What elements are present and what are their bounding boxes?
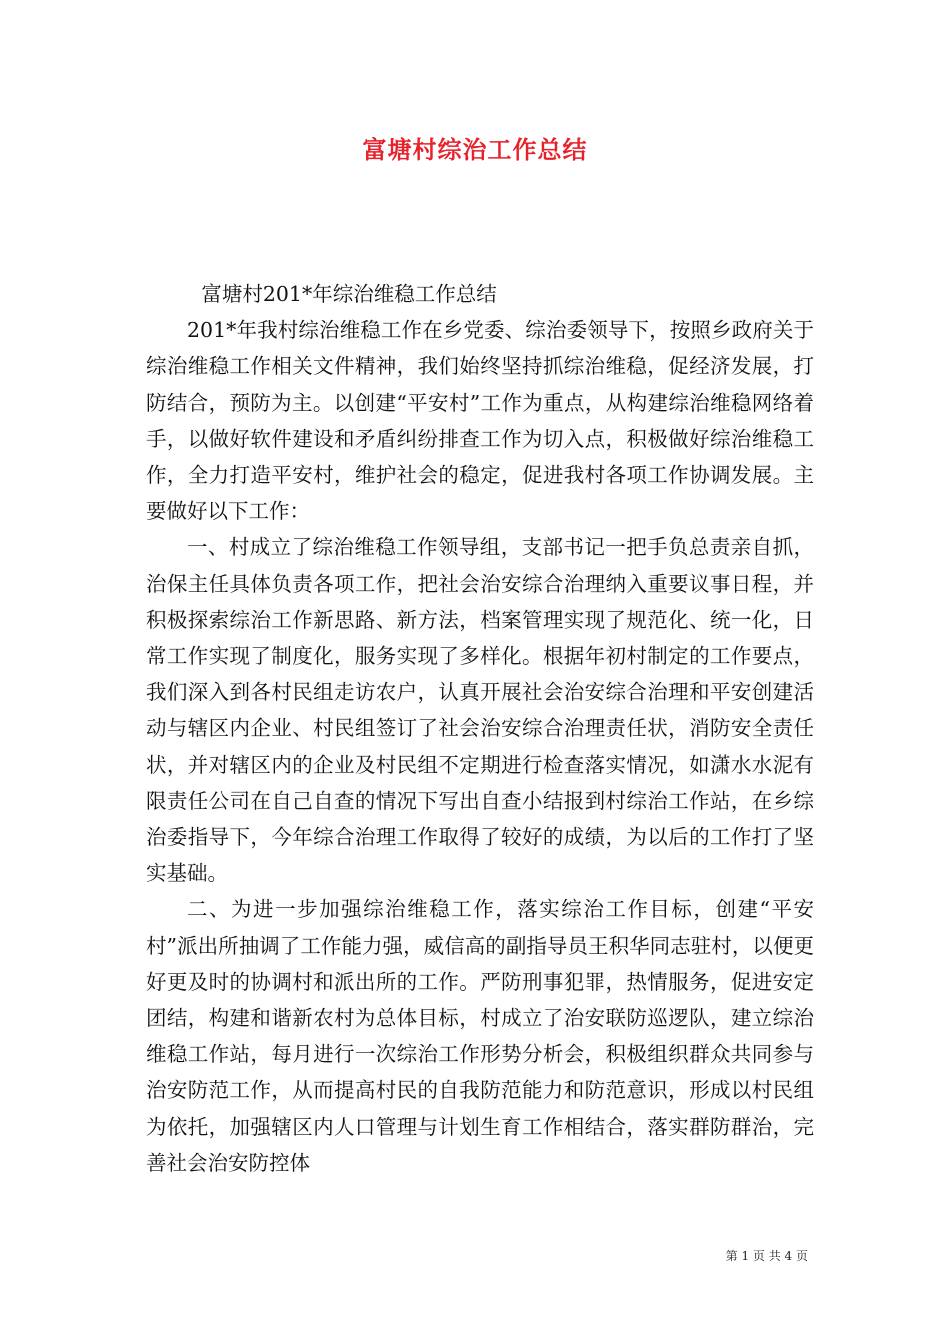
paragraph-section-2: 二、为进一步加强综治维稳工作，落实综治工作目标，创建“平安村”派出所抽调了工作能力强，威信高的副指导员王积华同志驻村，以便更好更及时的协调村和派出所的工作。严防刑事犯罪，热情服务，促进安定团结，构建和谐新农村为总体目标，村成立了治安联防巡逻队，建立综治维稳工作站，每月进行一次综治工作形势分析会，积极组织群众共同参与治安防范工作，从而提高村民的自我防范能力和防范意识，形成以村民组为依托，加强辖区内人口管理与计划生育工作相结合，落实群防群治，完善社会治安防控体 [146,897,814,1175]
document-body [146,276,814,1181]
paragraph-section-1: 一、村成立了综治维稳工作领导组，支部书记一把手负总责亲自抓，治保主任具体负责各项工作，把社会治安综合治理纳入重要议事日程，并积极探索综治工作新思路、新方法，档案管理实现了规范化、统一化，日常工作实现了制度化，服务实现了多样化。根据年初村制定的工作要点，我们深入到各村民组走访农户，认真开展社会治安综合治理和平安创建活动与辖区内企业、村民组签订了社会治安综合治理责任状，消防安全责任状，并对辖区内的企业及村民组不定期进行检查落实情况，如潇水水泥有限责任公司在自己自查的情况下写出自查小结报到村综治工作站，在乡综治委指导下，今年综合治理工作取得了较好的成绩，为以后的工作打了坚实基础。 [146,535,814,886]
paragraph-intro: 201*年我村综治维稳工作在乡党委、综治委领导下，按照乡政府关于综治维稳工作相关文件精神，我们始终坚持抓综治维稳，促经济发展，打防结合，预防为主。以创建“平安村”工作为重点，从构建综治维稳网络着手，以做好软件建设和矛盾纠纷排查工作为切入点，积极做好综治维稳工作，全力打造平安村，维护社会的稳定，促进我村各项工作协调发展。主要做好以下工作： [146,318,814,524]
document-subtitle: 富塘村201*年综治维稳工作总结 [201,282,497,306]
page-number: 第 1 页 共 4 页 [725,1249,808,1263]
page-title: 富塘村综治工作总结 [362,135,588,164]
